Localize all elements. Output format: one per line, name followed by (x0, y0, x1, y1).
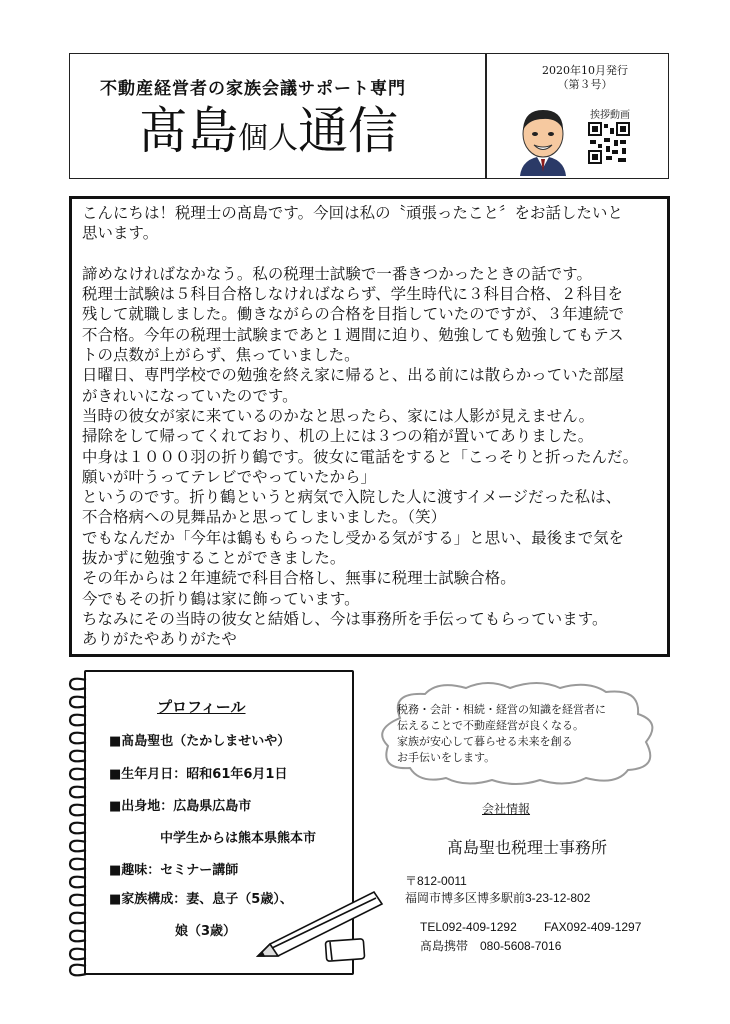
cloud-line: 伝えることで不動産経営が良くなる。 (397, 719, 584, 732)
article-line: 税理士試験は５科目合格しなければならず、学生時代に３科目合格、２科目を (82, 285, 623, 304)
article-line: 不合格。今年の税理士試験まであと１週間に迫り、勉強しても勉強してもテス (82, 325, 624, 344)
company-address: 福岡市博多区博多駅前3-23-12-802 (405, 891, 591, 905)
profile-birthplace: ■出身地：広島県広島市 (109, 799, 252, 814)
author-avatar (510, 102, 576, 176)
article-line: 中身は１０００羽の折り鶴です。彼女に電話をすると「こっそりと折ったんだ。 (82, 447, 639, 466)
article-line: 今でもその折り鶴は家に飾っています。 (82, 589, 360, 608)
issue-date: 2020年10月発行 (542, 64, 628, 77)
company-postal: 〒812-0011 (405, 874, 467, 888)
profile-hobby: ■趣味：セミナー講師 (109, 863, 239, 878)
article-box (69, 196, 670, 657)
article-line: トの点数が上がらず、焦っていました。 (82, 346, 360, 365)
qr-code-icon[interactable] (588, 122, 630, 164)
title-part3: 通信 (298, 102, 398, 160)
header-divider (485, 54, 487, 178)
article-line: というのです。折り鶴というと病気で入院した人に渡すイメージだった私は、 (82, 488, 622, 507)
greeting-video-label: 挨拶動画 (590, 110, 630, 121)
article-line: ありがたやありがたや (82, 630, 237, 649)
article-line: 抜かずに勉強することができました。 (82, 549, 346, 568)
pencil-icon (250, 890, 390, 970)
issue-number: （第３号） (557, 78, 613, 91)
article-line: がきれいになっていたのです。 (82, 386, 298, 405)
company-mobile: 髙島携帯 080-5608-7016 (420, 939, 562, 953)
cloud-message (397, 702, 606, 766)
article-line: 思います。 (82, 224, 159, 243)
profile-family: ■家族構成：妻、息子（5歳）、 (109, 892, 293, 907)
profile-title: プロフィール (157, 698, 246, 716)
profile-family-cont: 娘（3歳） (175, 924, 237, 939)
article-line: 不合格病への見舞品かと思ってしまいました。（笑） (82, 508, 447, 527)
article-line: 掃除をして帰ってくれており、机の上には３つの箱が置いてありました。 (82, 427, 594, 446)
cloud-line: 税務・会計・相続・経営の知識を経営者に (397, 703, 606, 716)
header-subtitle: 不動産経営者の家族会議サポート専門 (100, 79, 406, 99)
profile-notepad (62, 668, 362, 980)
article-line: 諦めなければなかなう。私の税理士試験で一番きつかったときの話です。 (82, 264, 592, 283)
article-line: こんにちは！税理士の髙島です。今回は私の〝頑張ったこと〞をお話したいと (82, 204, 623, 222)
profile-birthday: ■生年月日：昭和61年6月1日 (109, 767, 288, 782)
article-line: その年からは２年連続で科目合格し、無事に税理士試験合格。 (82, 569, 516, 588)
article-line: 当時の彼女が家に来ているのかなと思ったら、家には人影が見えません。 (82, 406, 595, 425)
profile-name: ■髙島聖也（たかしませいや） (109, 734, 291, 749)
company-tel: TEL092-409-1292 (420, 920, 517, 934)
profile-birthplace-note: 中学生からは熊本県熊本市 (160, 831, 317, 846)
article-line: ちなみにその当時の彼女と結婚し、今は事務所を手伝ってもらっています。 (82, 609, 608, 628)
title-part1: 髙島 (138, 102, 238, 160)
article-blank-line (82, 244, 657, 264)
spiral-binding-icon (62, 668, 102, 980)
header-box (69, 53, 669, 179)
issue-info (500, 64, 670, 92)
article-line: 残して就職しました。働きながらの合格を目指していたのですが、３年連続で (82, 305, 625, 324)
article-line: 日曜日、専門学校での勉強を終え家に帰ると、出る前には散らかっていた部屋 (82, 366, 625, 385)
company-info-label: 会社情報 (482, 802, 531, 816)
company-fax: FAX092-409-1297 (544, 920, 642, 934)
article-line: でもなんだか「今年は鶴ももらったし受かる気がする」と思い、最後まで気を (82, 528, 625, 547)
company-name: 髙島聖也税理士事務所 (447, 838, 608, 857)
newsletter-title (138, 102, 398, 160)
cloud-line: 家族が安心して暮らせる未来を創る (397, 735, 573, 748)
title-part2: 個人 (238, 121, 298, 156)
article-line: 願いが叶うってテレビでやっていたから」 (82, 467, 377, 486)
cloud-line: お手伝いをします。 (397, 751, 496, 764)
